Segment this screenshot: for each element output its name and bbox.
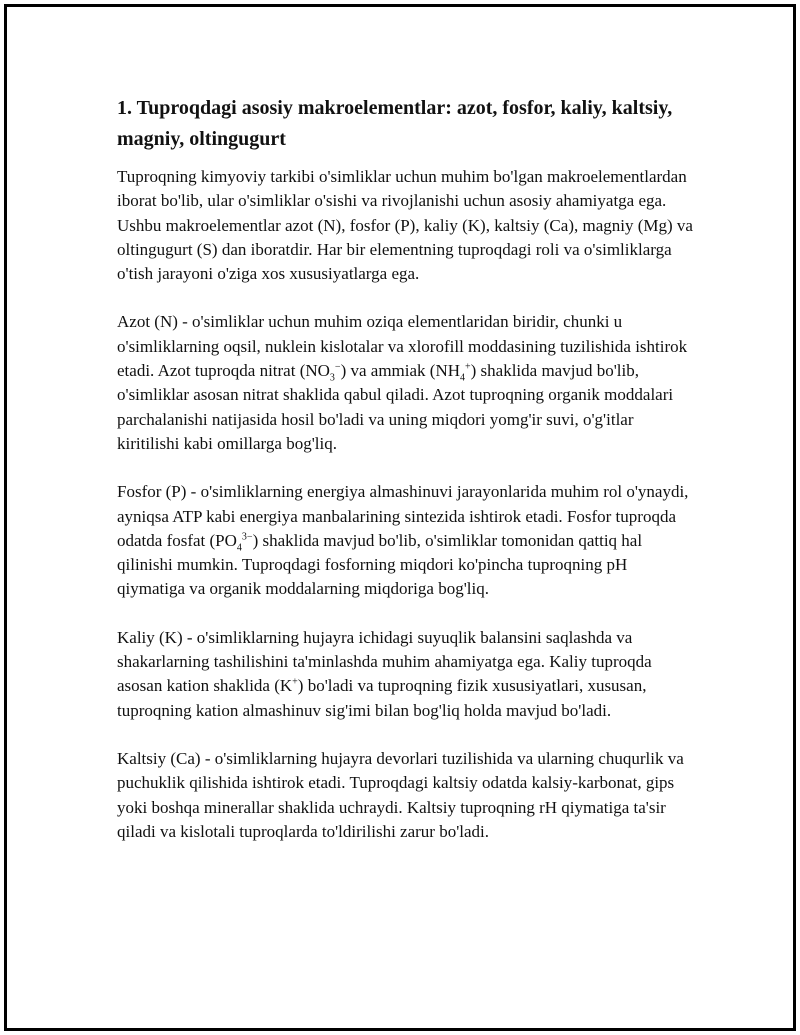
calcium-paragraph: Kaltsiy (Ca) - o'simliklarning hujayra devorlari tuzilishida va ularning chuqurlik va puchuklik qilishida ishtirok etadi. Tuproqdagi kaltsiy odatda kalsiy-karbonat, gips yoki boshqa minerallar shaklida uchraydi. Kaltsiy tuproqning rH qiymatiga ta'sir qiladi va kislotali tuproqlarda to'ldirilishi zarur bo'ladi.: [117, 748, 684, 841]
phosphorus-text-1: Fosfor (P) - o'simliklarning energiya almashinuvi jarayonlarida muhim rol o'ynaydi, ayniqsa ATP kabi energiya manbalarining sintezida ishtirok etadi. Fosfor tuproqda odatda fosfat (PO: [117, 482, 689, 550]
intro-paragraph: Tuproqning kimyoviy tarkibi o'simliklar uchun muhim bo'lgan makroelementlardan iborat bo'lib, ular o'simliklar o'sishi va rivojlanishi uchun asosiy ahamiyatga ega. Ushbu makroelementlar azot (N), fosfor (P), kaliy (K), kaltsiy (Ca), magniy (Mg) va oltingugurt (S) dan iboratdir. Har bir elementning tuproqdagi roli va o'simliklarga o'tish jarayoni o'ziga xos xususiyatlarga ega.: [117, 167, 693, 284]
ammonium-superscript: +: [465, 361, 471, 373]
nitrogen-paragraph: [117, 310, 697, 456]
nitrate-superscript: −: [334, 361, 341, 373]
phosphate-superscript: 3−: [241, 531, 253, 543]
ammonium-subscript: 4: [460, 372, 465, 384]
section-heading: 1. Tuproqdagi asosiy makroelementlar: azot, fosfor, kaliy, kaltsiy, magniy, oltingugurt: [117, 97, 673, 150]
potassium-superscript: +: [292, 676, 298, 688]
phosphate-subscript: 4: [236, 542, 242, 554]
document-content: [117, 93, 697, 868]
nitrogen-text-2: ) va ammiak (NH: [340, 361, 460, 381]
nitrogen-text-3: ) shaklida mavjud bo'lib, o'simliklar asosan nitrat shaklida qabul qiladi. Azot tuproqning organik moddalari parchalanishi natijasida hosil bo'ladi va uning miqdori yomg'ir suvi, o'g'itlar kiritilishi kabi omillarga bog'liq.: [117, 361, 674, 453]
nitrate-subscript: 3: [329, 372, 335, 384]
nitrogen-text-1: Azot (N) - o'simliklar uchun muhim oziqa elementlaridan biridir, chunki u o'simliklarning oqsil, nuklein kislotalar va xlorofill moddasining tuzilishida ishtirok etadi. Azot tuproqda nitrat (NO: [117, 312, 688, 381]
phosphorus-text-2: ) shaklida mavjud bo'lib, o'simliklar tomonidan qattiq hal qilinishi mumkin. Tuproqdagi fosforning miqdori ko'pincha tuproqning pH qiymatiga va organik moddalarning miqdoriga bog'liq.: [117, 530, 643, 599]
potassium-paragraph: [117, 626, 697, 723]
potassium-text-2: ) bo'ladi va tuproqning fizik xususiyatlari, xususan, tuproqning kation almashinuv sig'imi bilan bog'liq holda mavjud bo'ladi.: [117, 676, 647, 720]
potassium-text-1: Kaliy (K) - o'simliklarning hujayra ichidagi suyuqlik balansini saqlashda va shakarlarning tashilishini ta'minlashda muhim ahamiyatga ega. Kaliy tuproqda asosan kation shaklida (K: [117, 627, 652, 696]
phosphorus-paragraph: [117, 480, 697, 601]
